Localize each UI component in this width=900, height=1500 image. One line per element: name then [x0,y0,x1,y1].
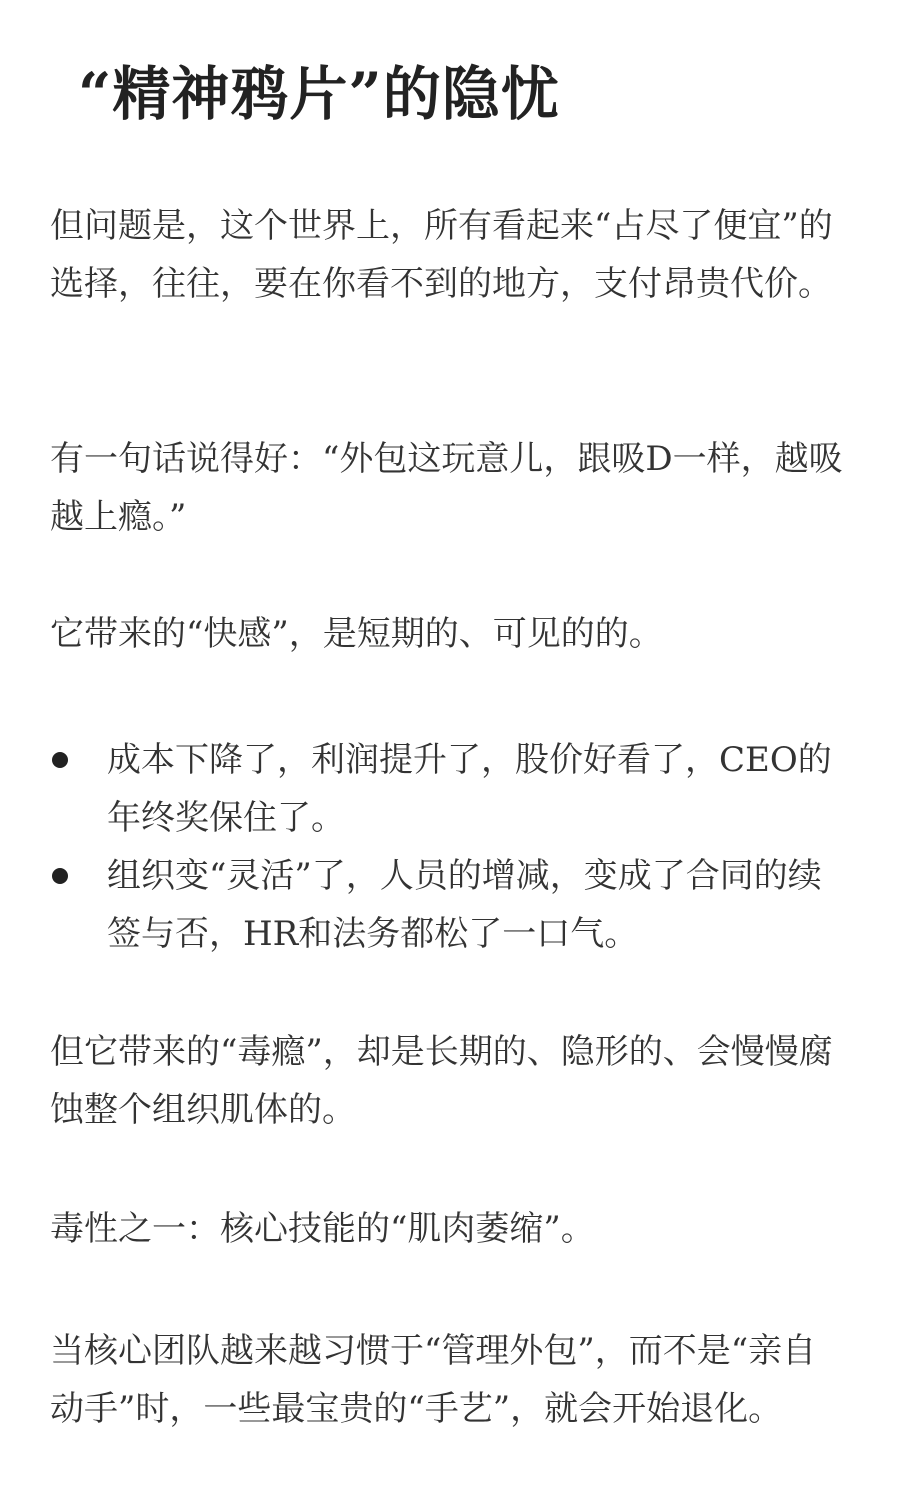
benefits-list [50,731,850,963]
paragraph-addiction: 但它带来的“毒瘾”，却是长期的、隐形的、会慢慢腐蚀整个组织肌体的。 [50,1032,833,1130]
paragraph-pleasure: 它带来的“快感”，是短期的、可见的的。 [50,614,663,654]
list-item-text: 组织变“灵活”了，人员的增减，变成了合同的续签与否，HR和法务都松了一口气。 [107,856,822,954]
paragraph-hidden-cost: 但问题是，这个世界上，所有看起来“占尽了便宜”的选择，往往，要在你看不到的地方，支付昂贵代价。 [50,206,833,304]
list-item [50,731,850,847]
bullet-icon [52,868,68,884]
list-item [50,847,850,963]
bullet-icon [52,752,68,768]
list-item-text: 成本下降了，利润提升了，股价好看了，CEO的年终奖保住了。 [107,740,832,838]
paragraph-skill-decline: 当核心团队越来越习惯于“管理外包”，而不是“亲自动手”时，一些最宝贵的“手艺”，就会开始退化。 [50,1331,817,1429]
article-title: “精神鸦片”的隐忧 [78,60,560,128]
paragraph-quote: 有一句话说得好：“外包这玩意儿，跟吸D一样，越吸越上瘾。” [50,439,843,537]
paragraph-toxicity-one: 毒性之一：核心技能的“肌肉萎缩”。 [50,1209,595,1249]
